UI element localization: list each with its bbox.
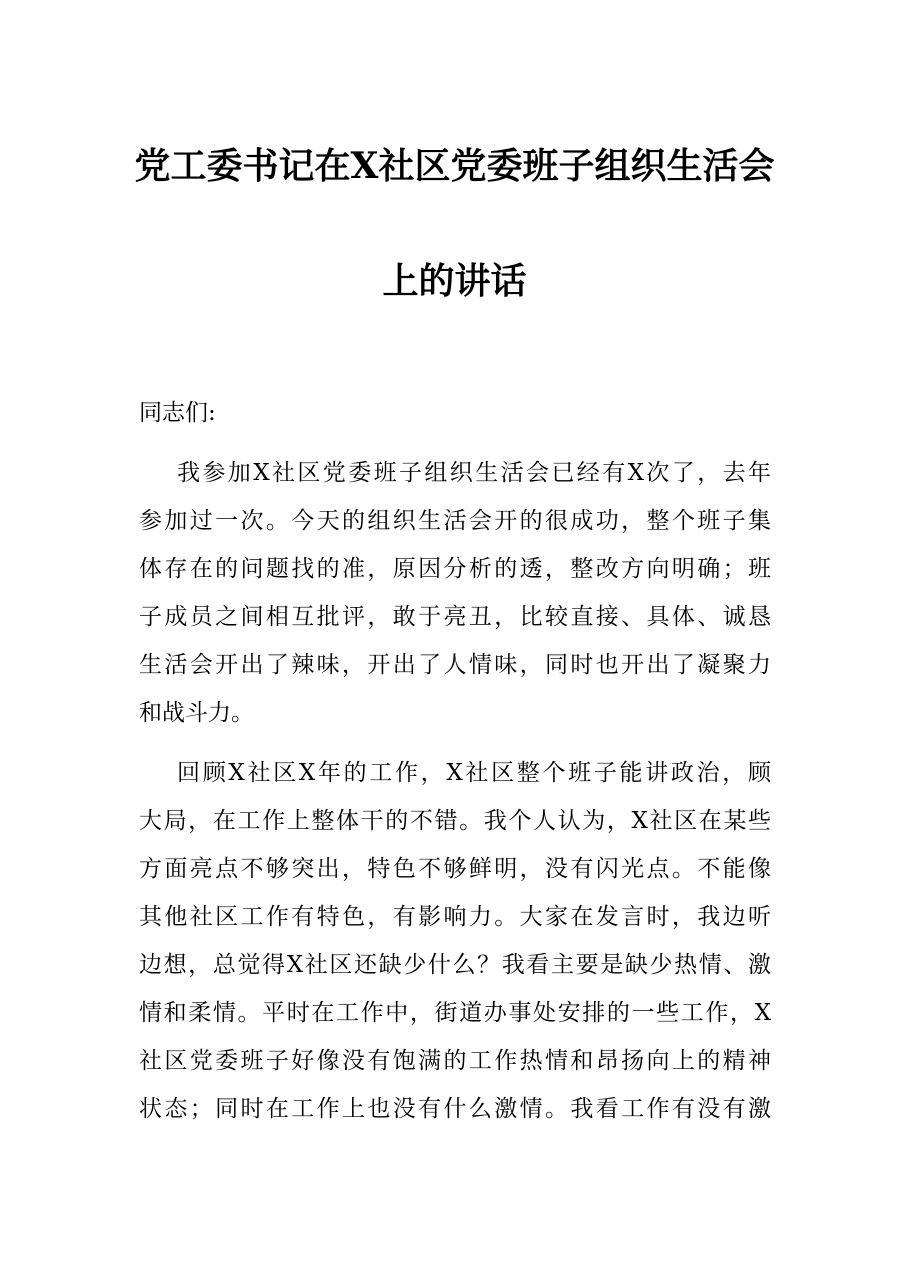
salutation: 同志们: bbox=[139, 400, 216, 426]
paragraph-1-line-3: 体存在的问题找的准，原因分析的透，整改方向明确；班 bbox=[139, 556, 771, 582]
paragraph-2-line-6: 情和柔情。平时在工作中，街道办事处安排的一些工作，X bbox=[139, 1000, 771, 1026]
paragraph-1-line-1: 我参加X社区党委班子组织生活会已经有X次了，去年 bbox=[177, 460, 771, 486]
paragraph-2-line-8: 状态；同时在工作上也没有什么激情。我看工作有没有激 bbox=[139, 1096, 771, 1122]
paragraph-2-line-1: 回顾X社区X年的工作，X社区整个班子能讲政治，顾 bbox=[177, 760, 771, 786]
paragraph-2-line-3: 方面亮点不够突出，特色不够鲜明，没有闪光点。不能像 bbox=[139, 856, 771, 882]
paragraph-2-line-7: 社区党委班子好像没有饱满的工作热情和昂扬向上的精神 bbox=[139, 1048, 771, 1074]
paragraph-1-line-4: 子成员之间相互批评，敢于亮丑，比较直接、具体、诚恳 bbox=[139, 604, 771, 630]
document-title-line-1: 党工委书记在X社区党委班子组织生活会 bbox=[134, 145, 775, 187]
paragraph-2-line-4: 其他社区工作有特色，有影响力。大家在发言时，我边听 bbox=[139, 904, 771, 930]
document-title-line-2: 上的讲话 bbox=[382, 260, 527, 302]
paragraph-2-line-2: 大局，在工作上整体干的不错。我个人认为，X社区在某些 bbox=[139, 808, 771, 834]
paragraph-1-line-5: 生活会开出了辣味，开出了人情味，同时也开出了凝聚力 bbox=[139, 652, 771, 678]
paragraph-2-line-5: 边想，总觉得X社区还缺少什么？我看主要是缺少热情、激 bbox=[139, 952, 771, 978]
paragraph-1-line-2: 参加过一次。今天的组织生活会开的很成功，整个班子集 bbox=[139, 508, 771, 534]
paragraph-1-line-6: 和战斗力。 bbox=[139, 700, 254, 726]
